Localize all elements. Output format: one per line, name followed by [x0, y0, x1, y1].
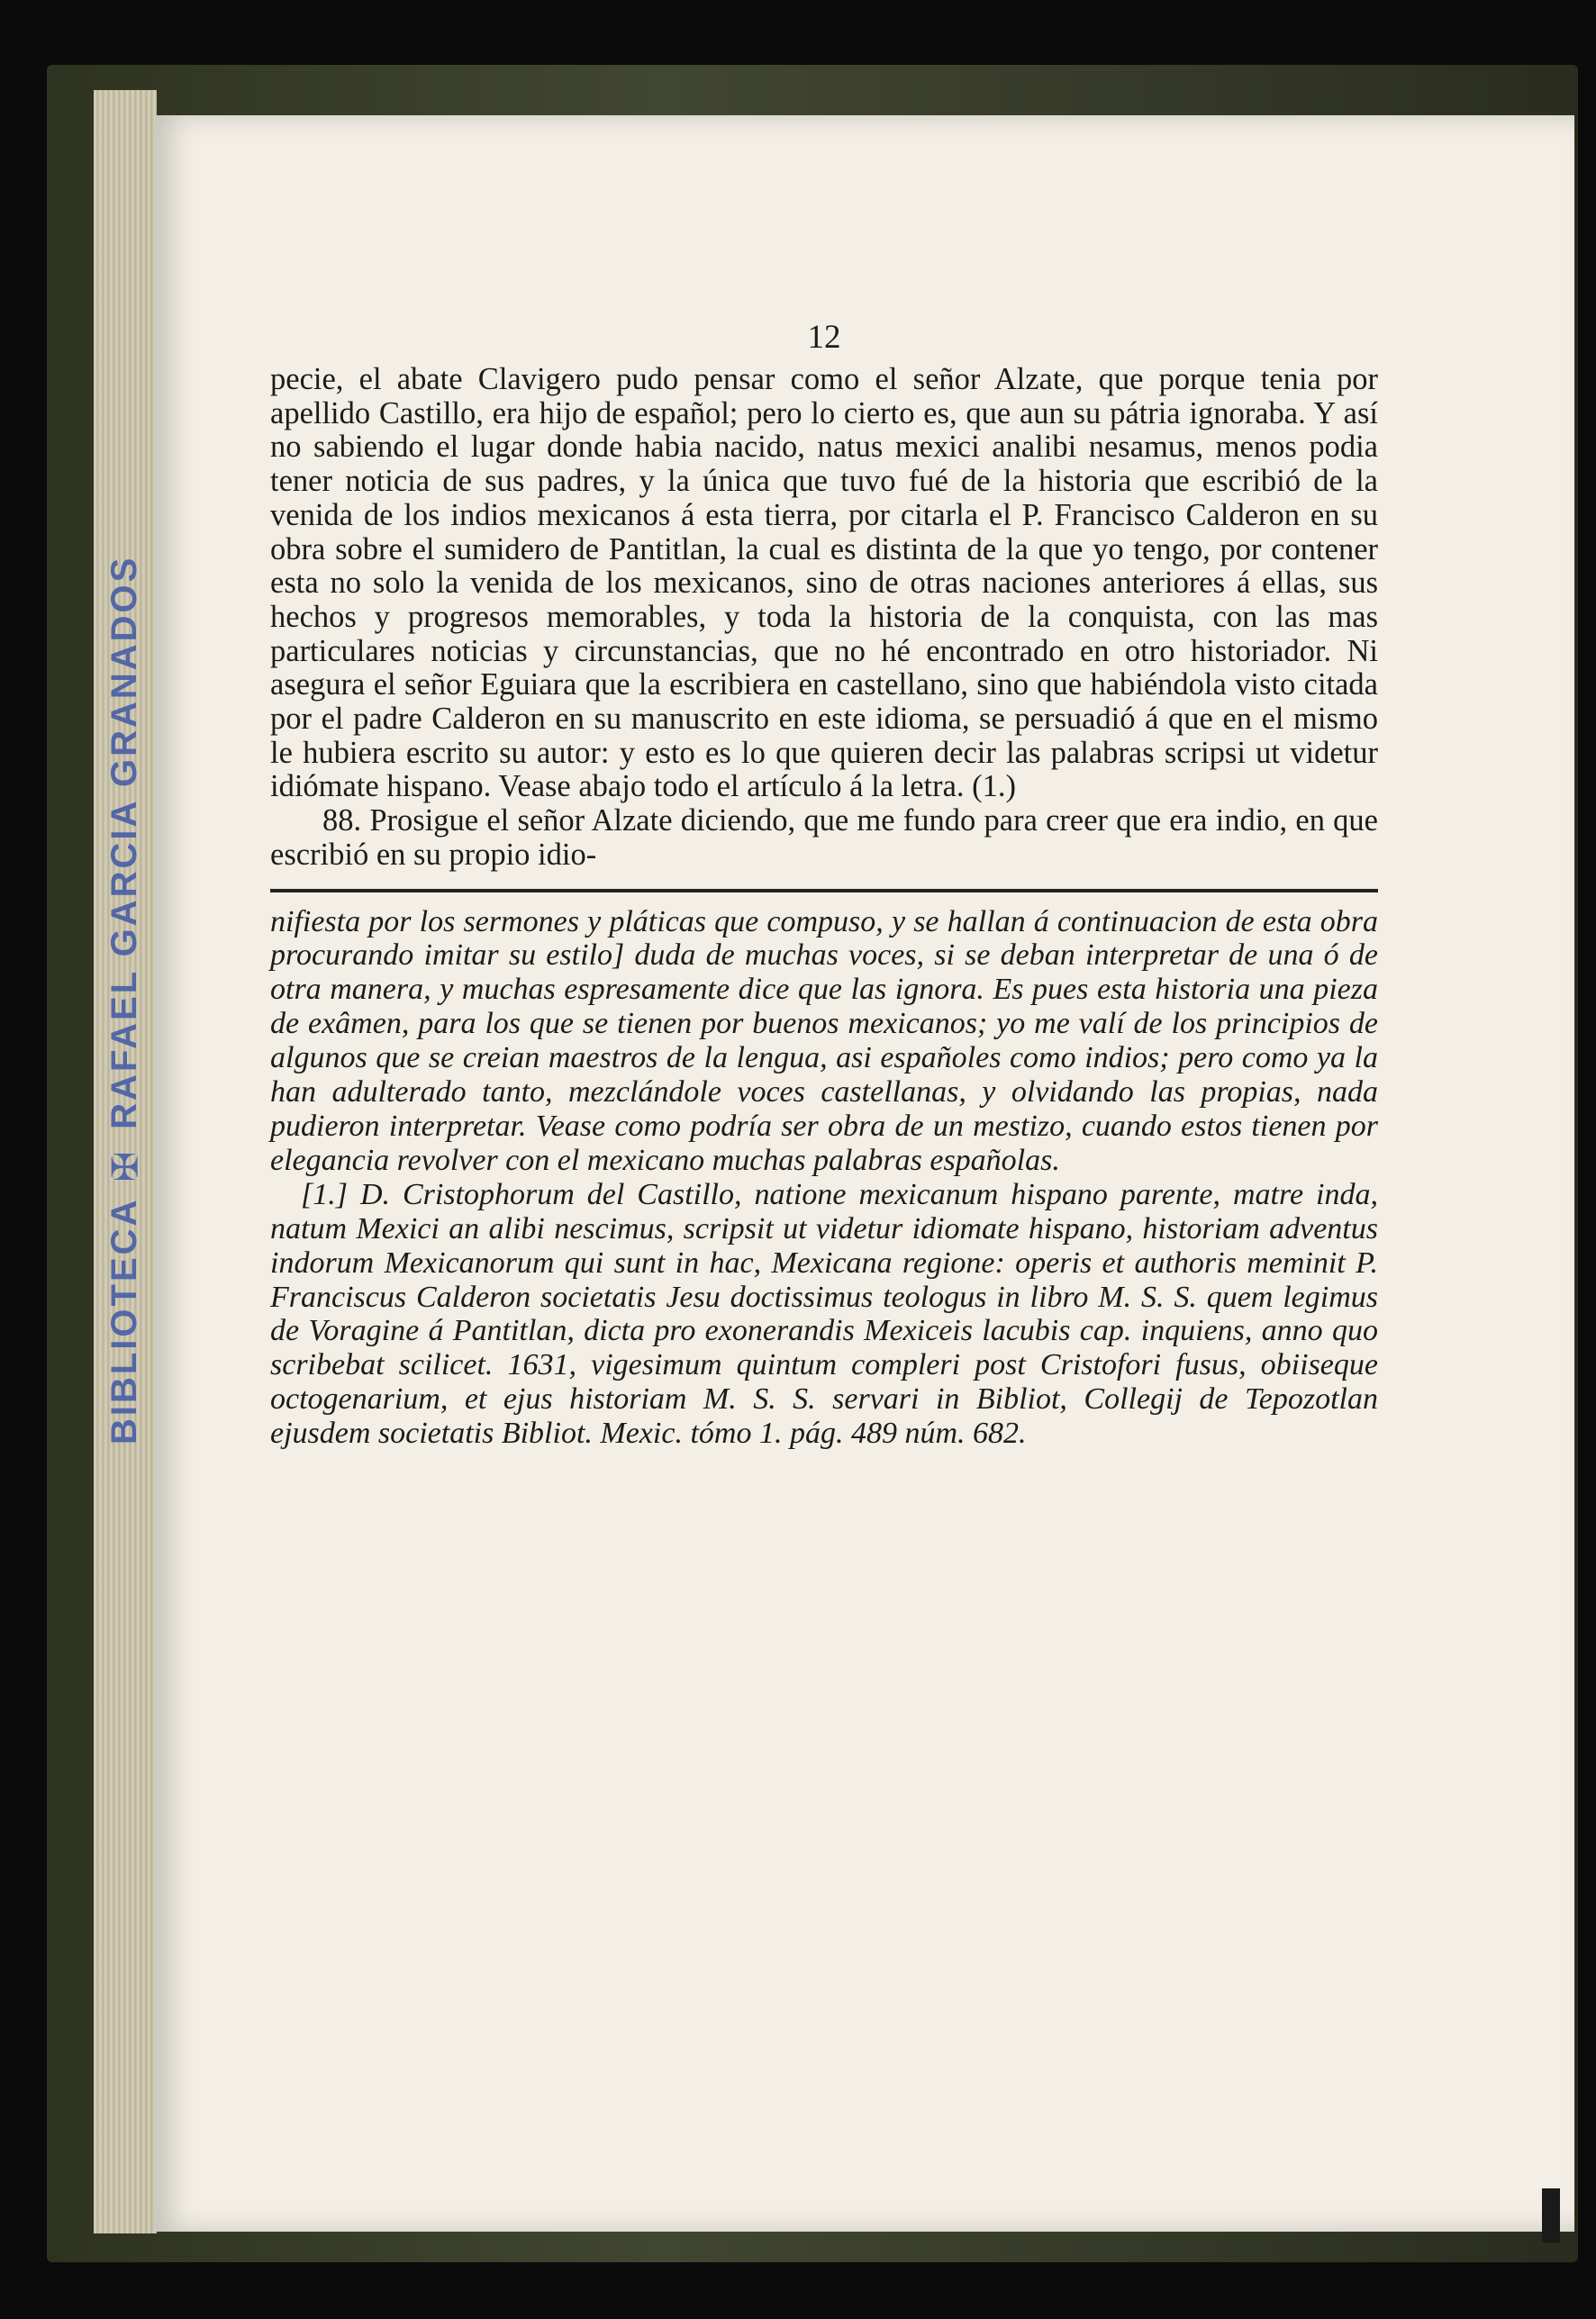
paragraph-88: 88. Prosigue el señor Alzate diciendo, que me fundo para creer que era indio, en que escribió en su propio idio- — [270, 803, 1378, 872]
scan-edge-mark — [1542, 2188, 1560, 2242]
footnotes — [270, 905, 1378, 1452]
page-number: 12 — [807, 319, 841, 356]
text-block — [270, 320, 1378, 1451]
footnote-continuation: nifiesta por los sermones y pláticas que compuso, y se hallan á continuacion de esta obra procurando imitar su estilo] duda de muchas voces, si se deban interpretar de una ó de otra manera, y muchas espresamente dice que las ignora. Es pues esta historia una pieza de exâmen, para los que se tienen por buenos mexicanos; yo me valí de los principios de algunos que se creian maestros de la lengua, asi españoles como indios; pero como ya la han adulterado tanto, mezclándole voces castellanas, y olvidando las propias, nada pudieron interpretar. Vease como podría ser obra de un mestizo, cuando estos tienen por elegancia revolver con el mexicano muchas palabras españolas. — [270, 904, 1378, 1177]
footnote-1: [1.] D. Cristophorum del Castillo, natione mexicanum hispano parente, matre inda, natum Mexici an alibi nescimus, scripsit ut videtur idiomate hispano, historiam adventus indorum Mexicanorum qui sunt in hac, Mexicana regione: operis et authoris meminit P. Franciscus Calderon societatis Jesu doctissimus teologus in libro M. S. S. quem legimus de Voragine á Pantitlan, dicta pro exonerandis Mexiceis lacubis cap. inquiens, anno quo scribebat scilicet. 1631, vigesimum quintum compleri post Cristofori fusus, obiiseque octogenarium, et ejus historiam M. S. S. servari in Bibliot, Collegij de Tepozotlan ejusdem societatis Bibliot. Mexic. tómo 1. pág. 489 núm. 682. — [270, 1177, 1378, 1451]
footnote-divider — [270, 889, 1378, 892]
paragraph: pecie, el abate Clavigero pudo pensar como el señor Alzate, que porque tenia por apellido Castillo, era hijo de español; pero lo cierto es, que aun su pátria ignoraba. Y así no sabiendo el lugar donde habia nacido, natus mexici analibi nesamus, menos podia tener noticia de sus padres, y la única que tuvo fué de la historia que escribió de la venida de los indios mexicanos á esta tierra, por citarla el P. Francisco Calderon en su obra sobre el sumidero de Pantitlan, la cual es distinta de la que yo tengo, por contener esta no solo la venida de los mexicanos, sino de otras naciones anteriores á ellas, sus hechos y progresos memorables, y toda la historia de la conquista, con las mas particulares noticias y circunstancias, que no hé encontrado en otro historiador. Ni asegura el señor Eguiara que la escribiera en castellano, sino que habiéndola visto citada por el padre Calderon en su manuscrito en este idioma, se persuadió á que en el mismo le hubiera escrito su autor: y esto es lo que quieren decir las palabras scripsi ut videtur idiómate hispano. Vease abajo todo el artículo á la letra. (1.) — [270, 362, 1378, 804]
main-text — [270, 363, 1378, 873]
library-stamp: BIBLIOTECA ✠ RAFAEL GARCIA GRANADOS — [104, 555, 144, 1445]
